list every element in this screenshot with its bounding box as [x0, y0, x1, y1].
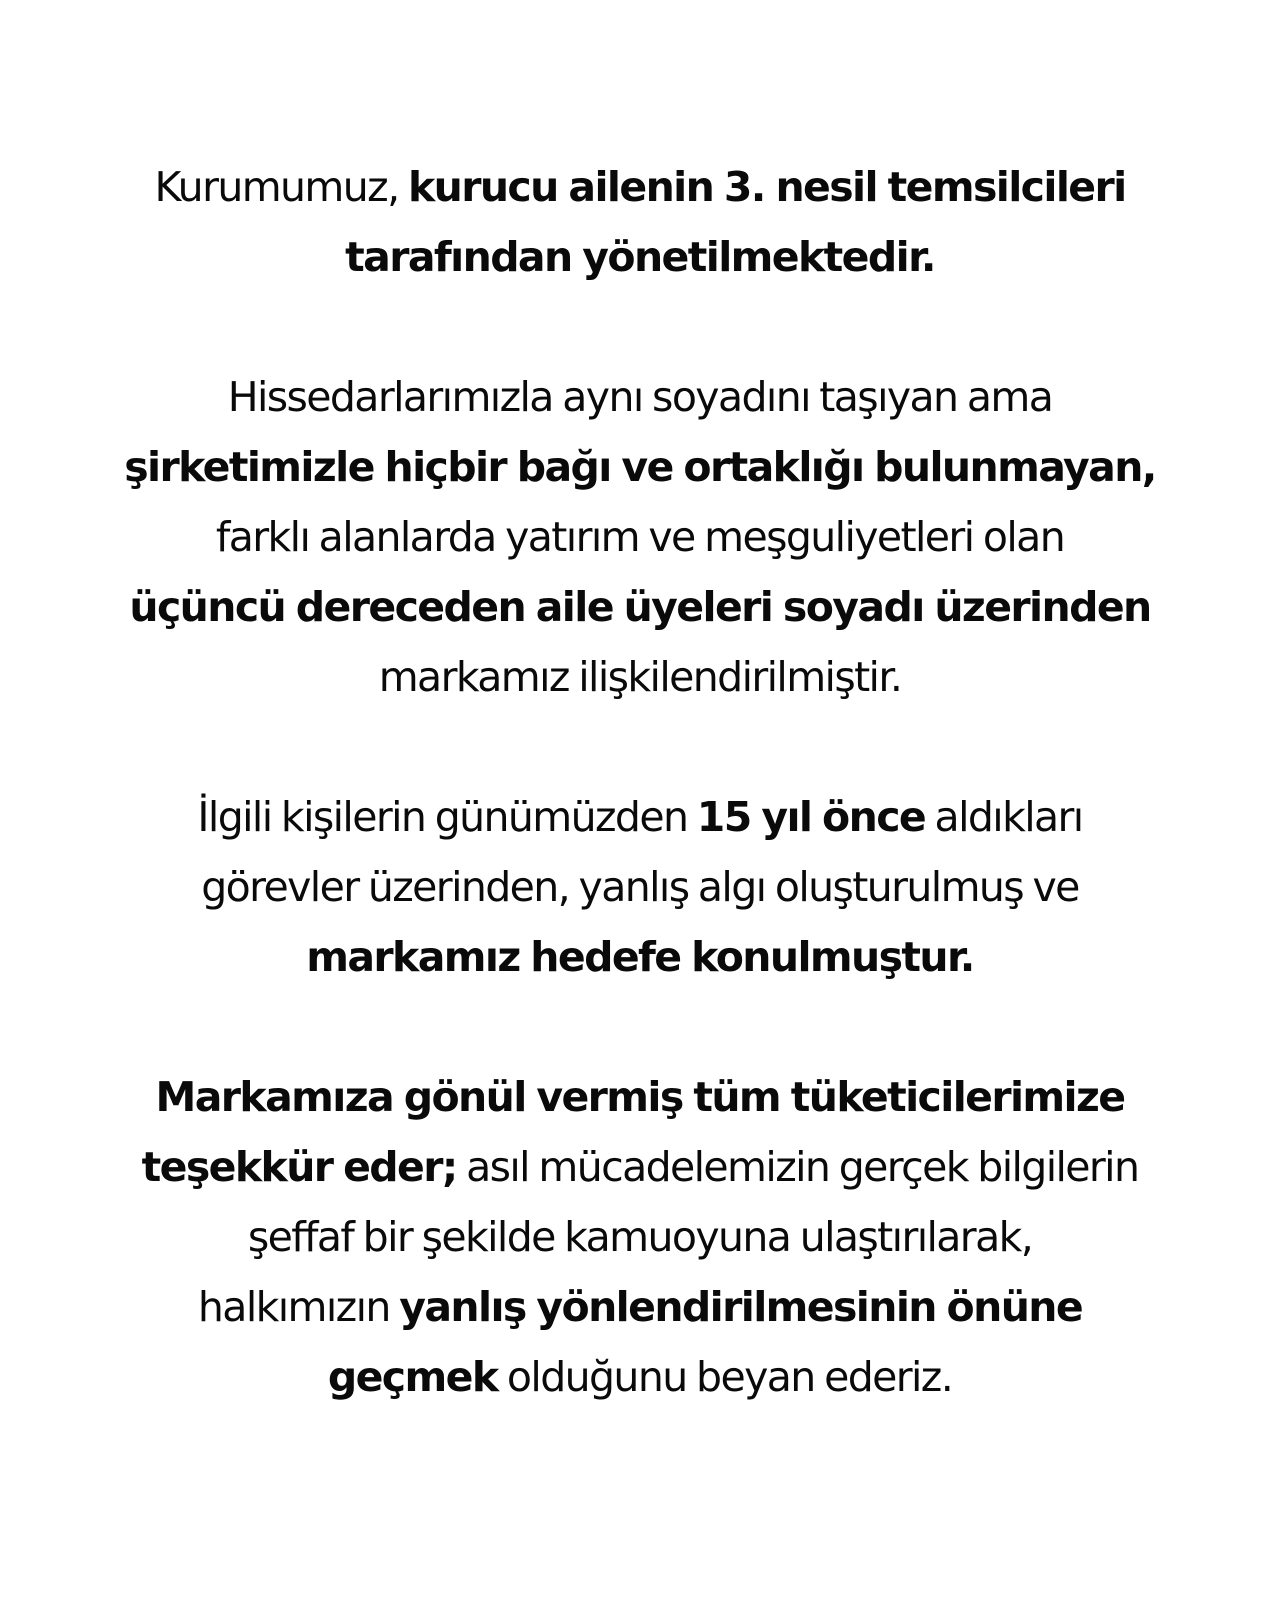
text-line — [40, 1132, 1240, 1202]
bold-text-segment: yanlış yönlendirilmesinin önüne — [399, 1283, 1083, 1331]
text-line — [40, 572, 1240, 642]
paragraph-thanks — [40, 1062, 1240, 1412]
bold-text-segment: üçüncü dereceden aile üyeleri soyadı üzerinden — [129, 583, 1151, 631]
text-line — [40, 642, 1240, 712]
text-line — [40, 852, 1240, 922]
text-segment: şeffaf bir şekilde kamuoyuna ulaştırılarak, — [247, 1213, 1033, 1261]
bold-text-segment: şirketimizle hiçbir bağı ve ortaklığı bulunmayan, — [124, 443, 1156, 491]
text-line — [40, 922, 1240, 992]
text-line — [40, 1342, 1240, 1412]
text-segment: asıl mücadelemizin gerçek bilgilerin — [456, 1143, 1139, 1191]
bold-text-segment: kurucu ailenin 3. nesil temsilcileri — [407, 163, 1126, 211]
bold-text-segment: geçmek — [327, 1353, 498, 1401]
text-segment: farklı alanlarda yatırım ve meşguliyetleri olan — [215, 513, 1065, 561]
text-segment: aldıkları — [925, 793, 1083, 841]
text-segment: Kurumumuz, — [154, 163, 408, 211]
paragraph-surname-relation — [40, 362, 1240, 712]
text-segment: halkımızın — [197, 1283, 400, 1331]
text-segment: Hissedarlarımızla aynı soyadını taşıyan ama — [227, 373, 1053, 421]
bold-text-segment: 15 yıl önce — [696, 793, 926, 841]
text-line — [40, 222, 1240, 292]
paragraph-misperception — [40, 782, 1240, 992]
paragraph-management — [40, 152, 1240, 292]
bold-text-segment: markamız hedefe konulmuştur. — [306, 933, 974, 981]
text-line — [40, 1272, 1240, 1342]
bold-text-segment: Markamıza gönül vermiş tüm tüketicilerimize — [155, 1073, 1125, 1121]
text-line — [40, 432, 1240, 502]
text-segment: İlgili kişilerin günümüzden — [197, 793, 697, 841]
text-segment: görevler üzerinden, yanlış algı oluşturulmuş ve — [201, 863, 1079, 911]
text-line — [40, 502, 1240, 572]
bold-text-segment: tarafından yönetilmektedir. — [345, 233, 935, 281]
text-line — [40, 1202, 1240, 1272]
statement-text — [40, 152, 1240, 1412]
text-segment: markamız ilişkilendirilmiştir. — [378, 653, 902, 701]
bold-text-segment: teşekkür eder; — [141, 1143, 457, 1191]
text-line — [40, 1062, 1240, 1132]
text-line — [40, 362, 1240, 432]
text-line — [40, 782, 1240, 852]
text-line — [40, 152, 1240, 222]
text-segment: olduğunu beyan ederiz. — [497, 1353, 953, 1401]
